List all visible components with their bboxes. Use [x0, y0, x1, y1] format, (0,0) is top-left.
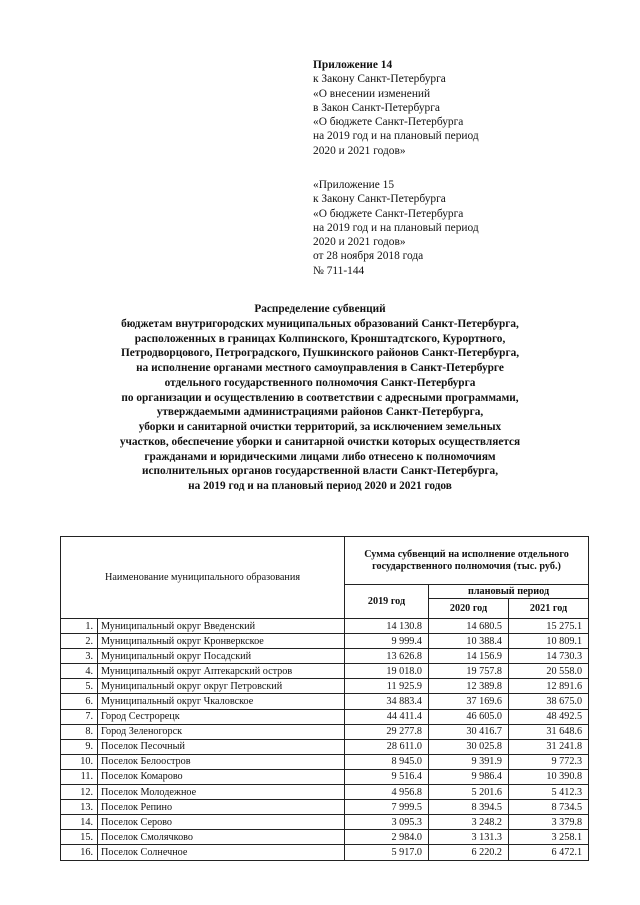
row-number: 1.: [61, 619, 98, 634]
header-year-2020: 2020 год: [429, 599, 509, 619]
row-number: 16.: [61, 845, 98, 860]
annex-15-line: от 28 ноября 2018 года: [313, 250, 424, 263]
annex-14-line: 2020 и 2021 годов»: [313, 144, 406, 157]
annex-14-line: Приложение 14: [313, 59, 393, 71]
value-2020: 14 680.5: [429, 619, 509, 634]
header-subvention-sum: Сумма субвенций на исполнение отдельного государственного полномочия (тыс. руб.): [345, 537, 589, 585]
table-row: [61, 619, 589, 634]
table-row: [61, 815, 589, 830]
row-number: 4.: [61, 664, 98, 679]
row-number: 12.: [61, 785, 98, 800]
table-row: [61, 845, 589, 860]
annex-15-header: [313, 178, 479, 278]
municipality-name: Поселок Комарово: [98, 769, 345, 784]
value-2021: 5 412.3: [509, 785, 589, 800]
header-year-2019: 2019 год: [345, 585, 429, 619]
municipality-name: Муниципальный округ округ Петровский: [98, 679, 345, 694]
value-2021: 15 275.1: [509, 619, 589, 634]
value-2020: 30 025.8: [429, 739, 509, 754]
table-row: [61, 754, 589, 769]
value-2020: 37 169.6: [429, 694, 509, 709]
row-number: 7.: [61, 709, 98, 724]
title-line: отдельного государственного полномочия Санкт-Петербурга: [164, 376, 476, 389]
annex-14-line: к Закону Санкт-Петербурга: [313, 73, 446, 86]
row-number: 6.: [61, 694, 98, 709]
header-year-2021: 2021 год: [509, 599, 589, 619]
table-row: [61, 709, 589, 724]
municipality-name: Город Зеленогорск: [98, 724, 345, 739]
row-number: 8.: [61, 724, 98, 739]
title-line: бюджетам внутригородских муниципальных образований Санкт-Петербурга,: [121, 317, 519, 330]
title-line: утверждаемыми администрациями районов Санкт-Петербурга,: [156, 406, 484, 419]
title-line: на 2019 год и на плановый период 2020 и 2021 годов: [188, 480, 452, 492]
annex-15-line: «Приложение 15: [313, 179, 395, 191]
row-number: 9.: [61, 739, 98, 754]
annex-15-line: на 2019 год и на плановый период: [313, 221, 479, 234]
table-row: [61, 649, 589, 664]
value-2019: 4 956.8: [345, 785, 429, 800]
value-2021: 10 390.8: [509, 769, 589, 784]
value-2019: 3 095.3: [345, 815, 429, 830]
value-2019: 13 626.8: [345, 649, 429, 664]
municipality-name: Поселок Молодежное: [98, 785, 345, 800]
value-2020: 19 757.8: [429, 664, 509, 679]
value-2020: 9 986.4: [429, 769, 509, 784]
value-2021: 31 241.8: [509, 739, 589, 754]
value-2019: 28 611.0: [345, 739, 429, 754]
title-line: Распределение субвенций: [254, 303, 386, 315]
table-row: [61, 739, 589, 754]
value-2021: 3 258.1: [509, 830, 589, 845]
value-2020: 8 394.5: [429, 800, 509, 815]
value-2021: 38 675.0: [509, 694, 589, 709]
municipality-name: Муниципальный округ Чкаловское: [98, 694, 345, 709]
row-number: 14.: [61, 815, 98, 830]
municipality-name: Муниципальный округ Аптекарский остров: [98, 664, 345, 679]
table-row: [61, 664, 589, 679]
title-line: исполнительных органов государственной власти Санкт-Петербурга,: [141, 465, 499, 478]
value-2019: 14 130.8: [345, 619, 429, 634]
value-2019: 2 984.0: [345, 830, 429, 845]
value-2020: 5 201.6: [429, 785, 509, 800]
value-2021: 31 648.6: [509, 724, 589, 739]
value-2020: 3 248.2: [429, 815, 509, 830]
table-row: [61, 785, 589, 800]
value-2021: 20 558.0: [509, 664, 589, 679]
title-line: по организации и осуществлению в соответствии с адресными программами,: [121, 391, 519, 404]
title-line: уборки и санитарной очистки территорий, за исключением земельных: [138, 421, 502, 433]
value-2019: 7 999.5: [345, 800, 429, 815]
municipality-name: Поселок Песочный: [98, 739, 345, 754]
municipality-name: Поселок Белоостров: [98, 754, 345, 769]
value-2019: 8 945.0: [345, 754, 429, 769]
row-number: 11.: [61, 769, 98, 784]
title-line: гражданами и юридическими лицами либо отнесено к полномочиям: [144, 450, 496, 463]
subventions-table: [60, 536, 589, 861]
value-2021: 9 772.3: [509, 754, 589, 769]
annex-14-line: на 2019 год и на плановый период: [313, 130, 479, 143]
annex-15-line: № 711-144: [313, 264, 365, 277]
value-2019: 34 883.4: [345, 694, 429, 709]
municipality-name: Муниципальный округ Посадский: [98, 649, 345, 664]
value-2020: 46 605.0: [429, 709, 509, 724]
annex-15-line: «О бюджете Санкт-Петербурга: [313, 207, 464, 220]
title-line: расположенных в границах Колпинского, Кронштадтского, Курортного,: [134, 332, 506, 345]
value-2020: 12 389.8: [429, 679, 509, 694]
table-row: [61, 724, 589, 739]
row-number: 5.: [61, 679, 98, 694]
value-2021: 6 472.1: [509, 845, 589, 860]
municipality-name: Муниципальный округ Введенский: [98, 619, 345, 634]
value-2019: 44 411.4: [345, 709, 429, 724]
municipality-name: Муниципальный округ Кронверкское: [98, 634, 345, 649]
row-number: 13.: [61, 800, 98, 815]
title-line: Петродворцового, Петроградского, Пушкинского районов Санкт-Петербурга,: [120, 347, 520, 360]
municipality-name: Поселок Смолячково: [98, 830, 345, 845]
value-2019: 9 516.4: [345, 769, 429, 784]
value-2021: 8 734.5: [509, 800, 589, 815]
header-planned-period: плановый период: [429, 585, 589, 599]
value-2020: 9 391.9: [429, 754, 509, 769]
row-number: 15.: [61, 830, 98, 845]
row-number: 2.: [61, 634, 98, 649]
annex-15-line: к Закону Санкт-Петербурга: [313, 193, 446, 206]
title-line: участков, обеспечение уборки и санитарной очистки которых осуществляется: [119, 435, 521, 448]
value-2019: 29 277.8: [345, 724, 429, 739]
value-2020: 30 416.7: [429, 724, 509, 739]
value-2021: 3 379.8: [509, 815, 589, 830]
table-row: [61, 694, 589, 709]
row-number: 3.: [61, 649, 98, 664]
value-2021: 10 809.1: [509, 634, 589, 649]
value-2020: 10 388.4: [429, 634, 509, 649]
table-row: [61, 679, 589, 694]
value-2021: 14 730.3: [509, 649, 589, 664]
value-2020: 6 220.2: [429, 845, 509, 860]
municipality-name: Город Сестрорецк: [98, 709, 345, 724]
value-2019: 11 925.9: [345, 679, 429, 694]
annex-14-line: «О бюджете Санкт-Петербурга: [313, 116, 464, 129]
value-2019: 5 917.0: [345, 845, 429, 860]
table-row: [61, 800, 589, 815]
value-2020: 3 131.3: [429, 830, 509, 845]
table-row: [61, 634, 589, 649]
title-line: на исполнение органами местного самоуправления в Санкт-Петербурге: [136, 362, 504, 374]
value-2019: 19 018.0: [345, 664, 429, 679]
value-2020: 14 156.9: [429, 649, 509, 664]
table-row: [61, 830, 589, 845]
value-2021: 12 891.6: [509, 679, 589, 694]
annex-15-line: 2020 и 2021 годов»: [313, 236, 406, 249]
row-number: 10.: [61, 754, 98, 769]
annex-14-header: [313, 58, 479, 158]
municipality-name: Поселок Солнечное: [98, 845, 345, 860]
table-row: [61, 769, 589, 784]
annex-14-line: «О внесении изменений: [313, 87, 431, 100]
municipality-name: Поселок Серово: [98, 815, 345, 830]
value-2019: 9 999.4: [345, 634, 429, 649]
header-municipality-name: Наименование муниципального образования: [61, 537, 345, 619]
municipality-name: Поселок Репино: [98, 800, 345, 815]
value-2021: 48 492.5: [509, 709, 589, 724]
document-title: [40, 302, 600, 494]
annex-14-line: в Закон Санкт-Петербурга: [313, 101, 440, 114]
